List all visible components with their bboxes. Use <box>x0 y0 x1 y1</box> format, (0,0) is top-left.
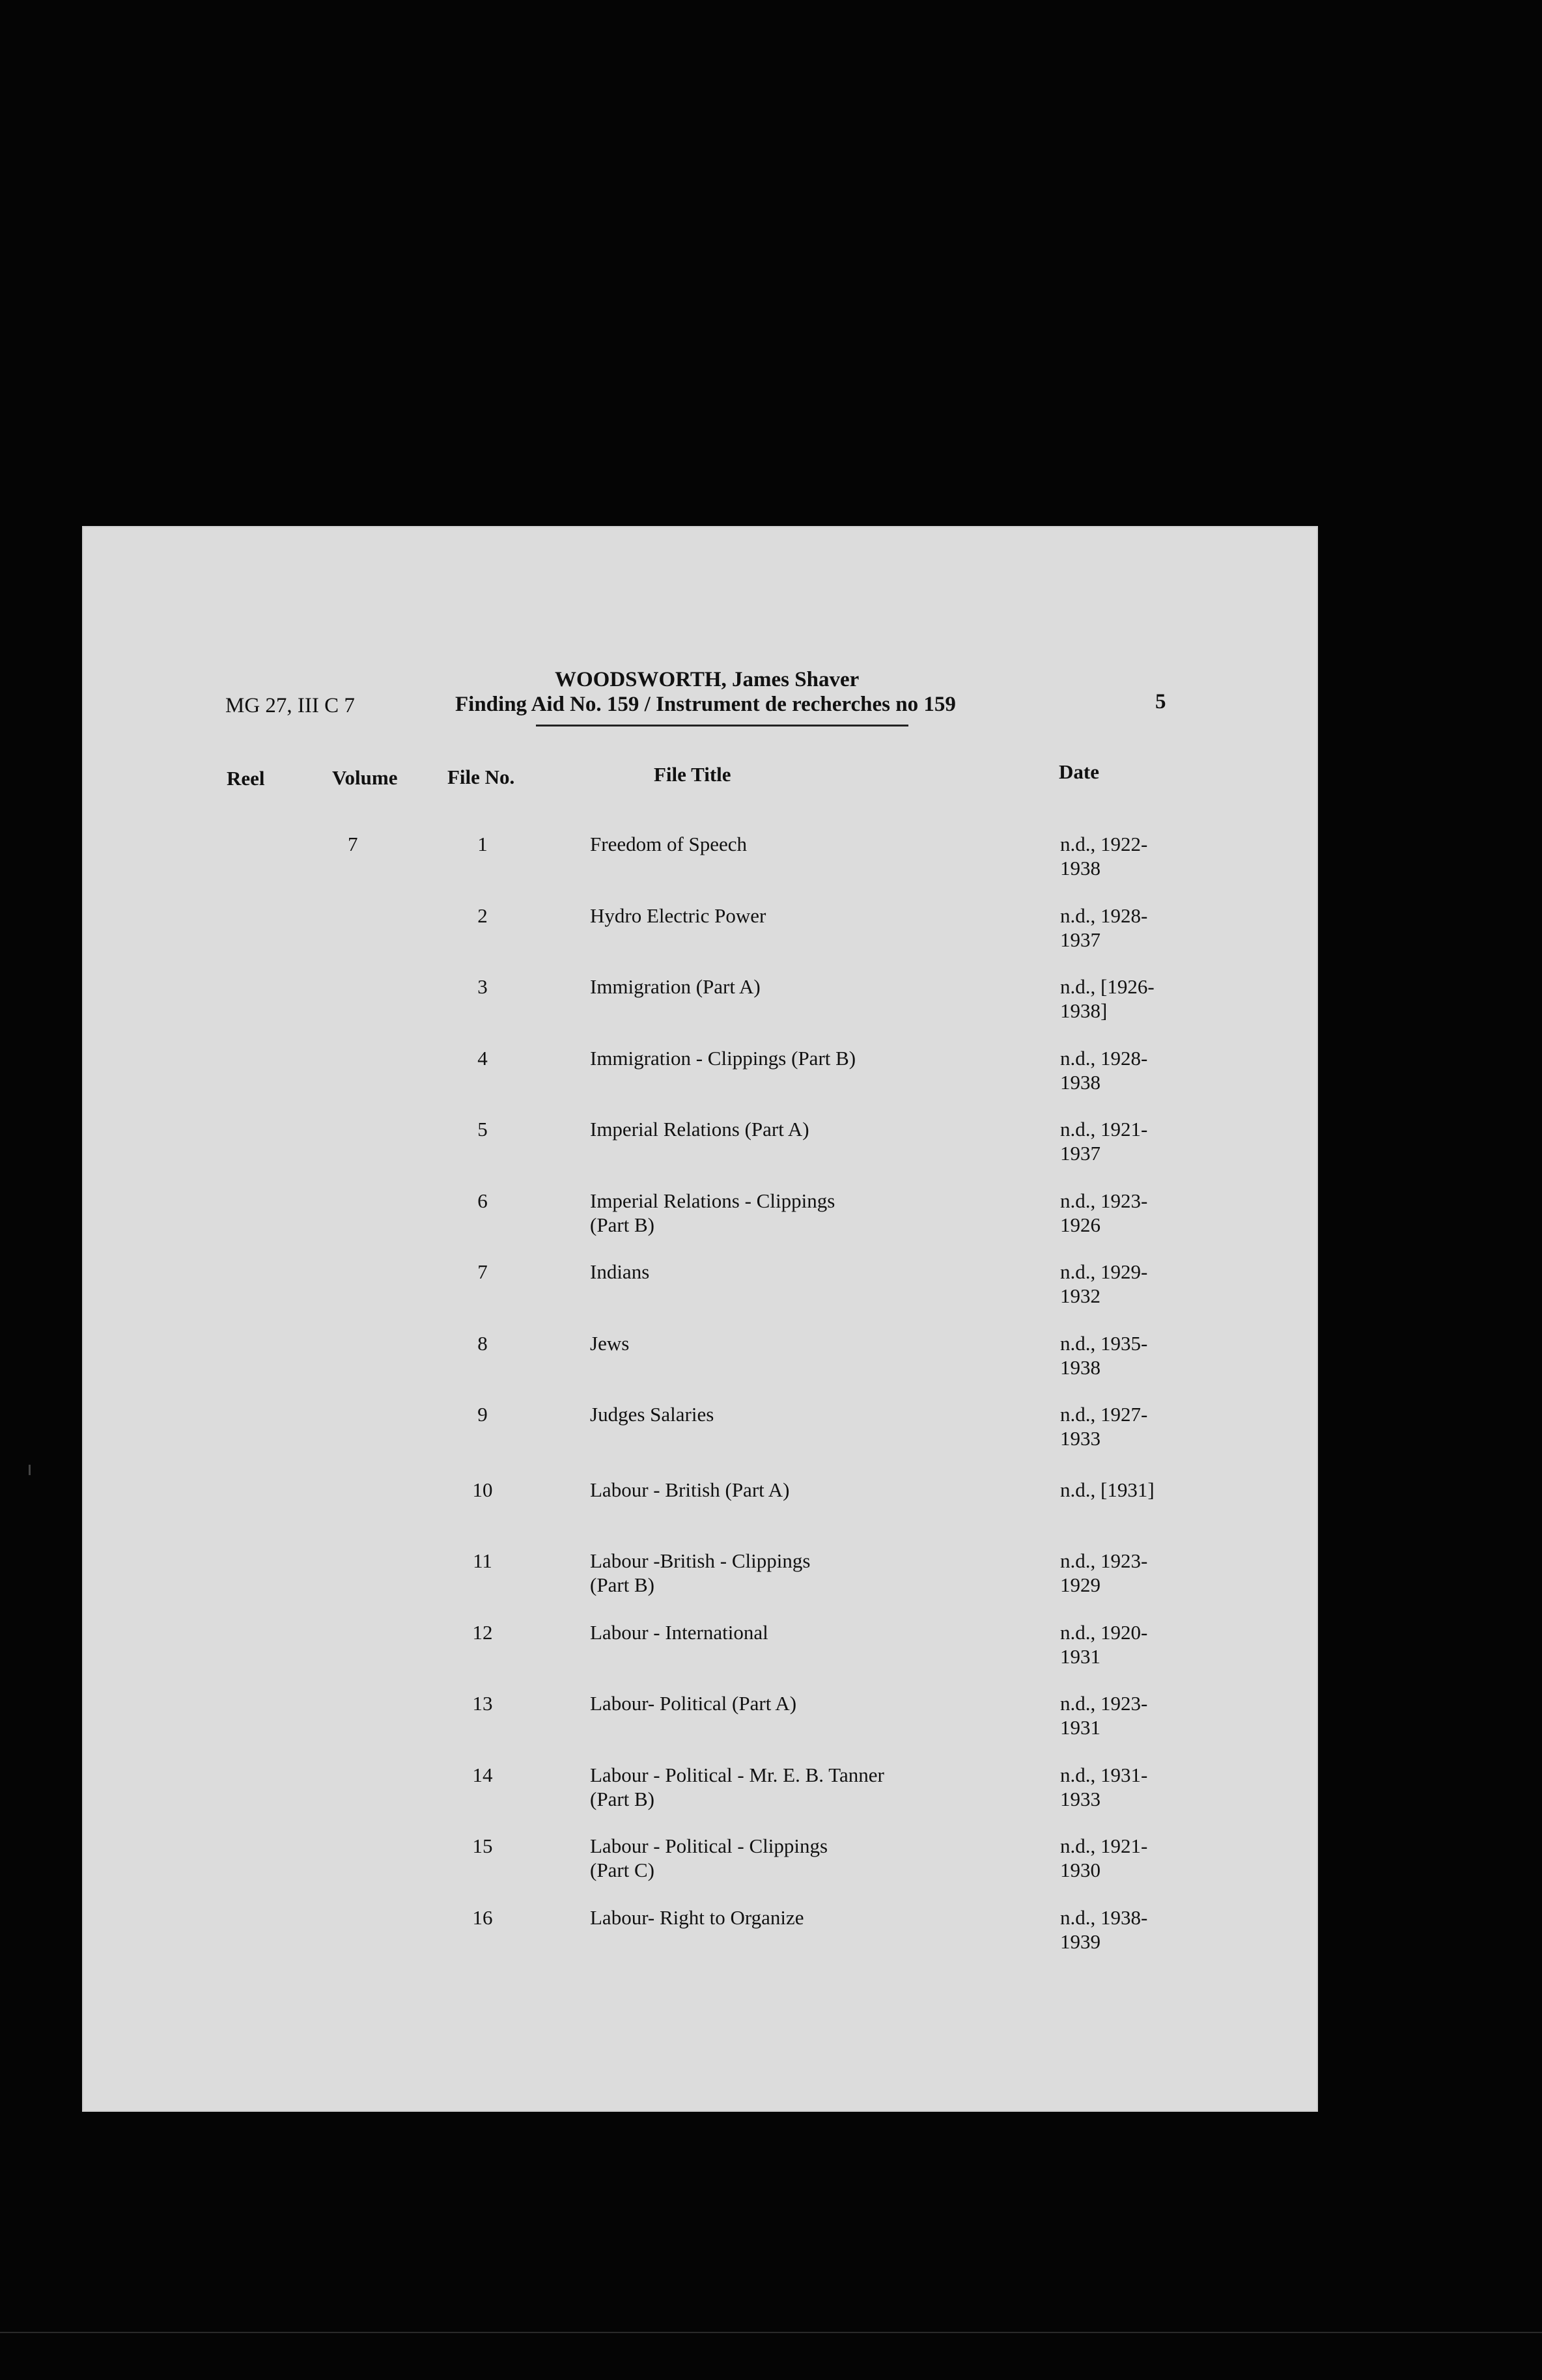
date-cell: n.d., 1923- 1929 <box>1060 1549 1148 1596</box>
file-number-cell: 9 <box>477 1403 488 1426</box>
table-row <box>82 1189 1318 1254</box>
page-number: 5 <box>1155 690 1166 713</box>
finding-aid-title: Finding Aid No. 159 / Instrument de recherches no 159 <box>455 693 956 716</box>
date-cell: n.d., 1920- 1931 <box>1060 1621 1148 1668</box>
file-title-cell: Imperial Relations - Clippings (Part B) <box>590 1189 835 1236</box>
file-title-cell: Labour - Political - Clippings (Part C) <box>590 1834 828 1881</box>
file-title-cell: Labour - British (Part A) <box>590 1478 790 1501</box>
date-cell: n.d., 1921- 1930 <box>1060 1834 1148 1881</box>
file-number-cell: 2 <box>477 904 488 927</box>
file-title-cell: Labour- Right to Organize <box>590 1906 804 1929</box>
table-row <box>82 1046 1318 1111</box>
table-row <box>82 904 1318 969</box>
file-number-cell: 7 <box>477 1260 488 1283</box>
volume-cell: 7 <box>348 833 358 855</box>
date-cell: n.d., 1938- 1939 <box>1060 1906 1148 1953</box>
file-number-cell: 10 <box>472 1478 493 1501</box>
fonds-name: WOODSWORTH, James Shaver <box>555 668 860 691</box>
table-row <box>82 1691 1318 1756</box>
date-cell: n.d., 1929- 1932 <box>1060 1260 1148 1307</box>
date-cell: n.d., 1921- 1937 <box>1060 1118 1148 1165</box>
table-row <box>82 1331 1318 1396</box>
file-title-cell: Indians <box>590 1260 650 1283</box>
column-header-file-no: File No. <box>447 766 515 788</box>
file-title-cell: Jews <box>590 1332 630 1355</box>
file-title-cell: Immigration (Part A) <box>590 975 761 998</box>
file-number-cell: 8 <box>477 1332 488 1355</box>
column-header-date: Date <box>1059 760 1099 783</box>
date-cell: n.d., 1935- 1938 <box>1060 1332 1148 1379</box>
date-cell: n.d., [1926- 1938] <box>1060 975 1155 1022</box>
file-number-cell: 1 <box>477 833 488 855</box>
file-number-cell: 11 <box>473 1549 492 1572</box>
date-cell: n.d., 1927- 1933 <box>1060 1403 1148 1450</box>
file-number-cell: 15 <box>472 1834 493 1857</box>
scan-speck <box>29 1465 31 1475</box>
date-cell: n.d., 1928- 1937 <box>1060 904 1148 951</box>
table-row <box>82 1905 1318 1971</box>
file-number-cell: 6 <box>477 1189 488 1212</box>
table-row <box>82 1763 1318 1828</box>
table-row <box>82 1260 1318 1325</box>
table-row <box>82 1834 1318 1899</box>
file-number-cell: 12 <box>472 1621 493 1644</box>
film-edge-line <box>0 2332 1542 2333</box>
file-title-cell: Labour - International <box>590 1621 768 1644</box>
table-row <box>82 832 1318 897</box>
date-cell: n.d., 1922- 1938 <box>1060 833 1148 879</box>
date-cell: n.d., 1923- 1931 <box>1060 1692 1148 1739</box>
file-title-cell: Immigration - Clippings (Part B) <box>590 1047 856 1070</box>
table-row <box>82 975 1318 1040</box>
file-number-cell: 16 <box>472 1906 493 1929</box>
table-row <box>82 1549 1318 1614</box>
date-cell: n.d., 1931- 1933 <box>1060 1764 1148 1810</box>
table-row <box>82 1117 1318 1182</box>
file-title-cell: Labour -British - Clippings (Part B) <box>590 1549 811 1596</box>
table-row <box>82 1478 1318 1543</box>
table-row <box>82 1402 1318 1467</box>
column-header-file-title: File Title <box>654 763 731 786</box>
date-cell: n.d., [1931] <box>1060 1478 1155 1501</box>
file-number-cell: 13 <box>472 1692 493 1715</box>
file-number-cell: 4 <box>477 1047 488 1070</box>
file-number-cell: 14 <box>472 1764 493 1786</box>
header-rule <box>536 725 908 726</box>
table-row <box>82 1620 1318 1685</box>
file-title-cell: Labour- Political (Part A) <box>590 1692 797 1715</box>
column-header-reel: Reel <box>227 767 265 790</box>
file-number-cell: 5 <box>477 1118 488 1141</box>
file-title-cell: Judges Salaries <box>590 1403 714 1426</box>
file-title-cell: Hydro Electric Power <box>590 904 766 927</box>
column-header-volume: Volume <box>332 766 398 789</box>
document-page <box>82 526 1318 2112</box>
file-number-cell: 3 <box>477 975 488 998</box>
date-cell: n.d., 1928- 1938 <box>1060 1047 1148 1094</box>
file-title-cell: Imperial Relations (Part A) <box>590 1118 809 1141</box>
file-title-cell: Labour - Political - Mr. E. B. Tanner (Part B) <box>590 1764 884 1810</box>
date-cell: n.d., 1923- 1926 <box>1060 1189 1148 1236</box>
collection-reference: MG 27, III C 7 <box>225 694 355 717</box>
file-title-cell: Freedom of Speech <box>590 833 748 855</box>
